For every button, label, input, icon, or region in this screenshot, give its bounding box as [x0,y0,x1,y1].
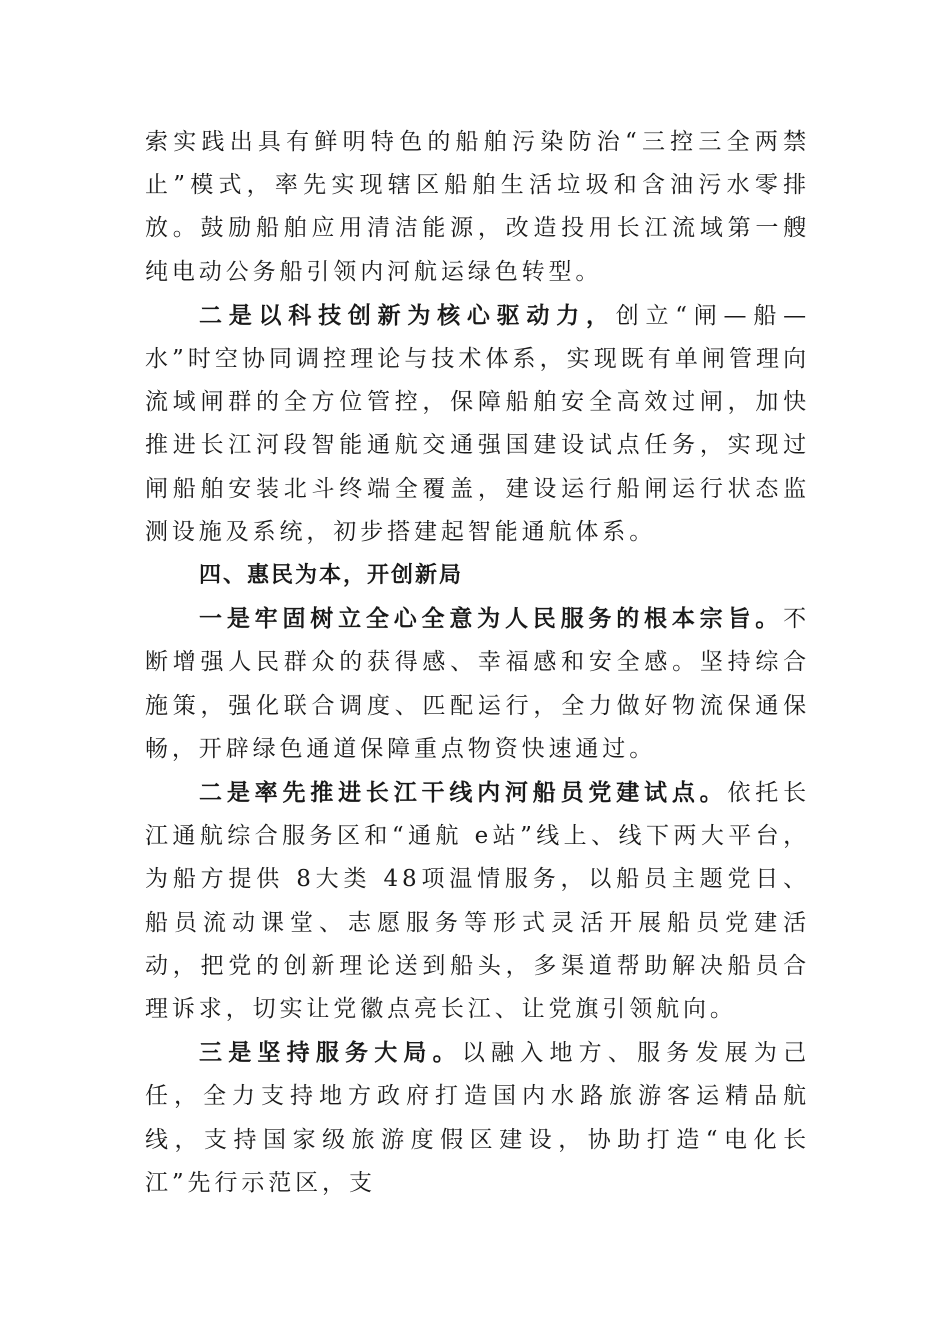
paragraph-lead: 二是率先推进长江干线内河船员党建试点。 [199,779,728,807]
paragraph-body: 以融入地方、服务发展为己任，全力支持地方政府打造国内水路旅游客运精品航线，支持国家级旅游度假区建设，协助打造“电化长江”先行示范区，支 [145,1040,810,1196]
document-page [145,120,810,1205]
paragraph-continued [145,120,810,294]
paragraph-lead: 三是坚持服务大局。 [199,1039,462,1067]
paragraph-body: 不断增强人民群众的获得感、幸福感和安全感。坚持综合施策，强化联合调度、匹配运行，全力做好物流保通保畅，开辟绿色通道保障重点物资快速通过。 [145,606,810,762]
paragraph-serve-people [145,597,810,771]
paragraph-lead: 二是以科技创新为核心驱动力， [199,301,616,329]
section-heading: 四、惠民为本，开创新局 [199,563,464,589]
paragraph-body: 索实践出具有鲜明特色的船舶污染防治“三控三全两禁止”模式，率先实现辖区船舶生活垃圾和含油污水零排放。鼓励船舶应用清洁能源，改造投用长江流域第一艘纯电动公务船引领内河航运绿色转型。 [145,129,810,285]
paragraph-tech-innovation [145,294,810,554]
paragraph-crew-party-building [145,771,810,1031]
paragraph-body: 依托长江通航综合服务区和“通航 e站”线上、线下两大平台，为船方提供 8大类 48项温情服务，以船员主题党日、船员流动课堂、志愿服务等形式灵活开展船员党建活动，把党的创新理论送到船头，多渠道帮助解决船员合理诉求，切实让党徽点亮长江、让党旗引领航向。 [145,780,810,1023]
paragraph-lead: 一是牢固树立全心全意为人民服务的根本宗旨。 [199,605,784,633]
paragraph-serve-overall [145,1031,810,1205]
paragraph-body: 创立“闸—船—水”时空协同调控理论与技术体系，实现既有单闸管理向流域闸群的全方位管控，保障船舶安全高效过闸，加快推进长江河段智能通航交通强国建设试点任务，实现过闸船舶安装北斗终端全覆盖，建设运行船闸运行状态监测设施及系统，初步搭建起智能通航体系。 [145,302,810,545]
